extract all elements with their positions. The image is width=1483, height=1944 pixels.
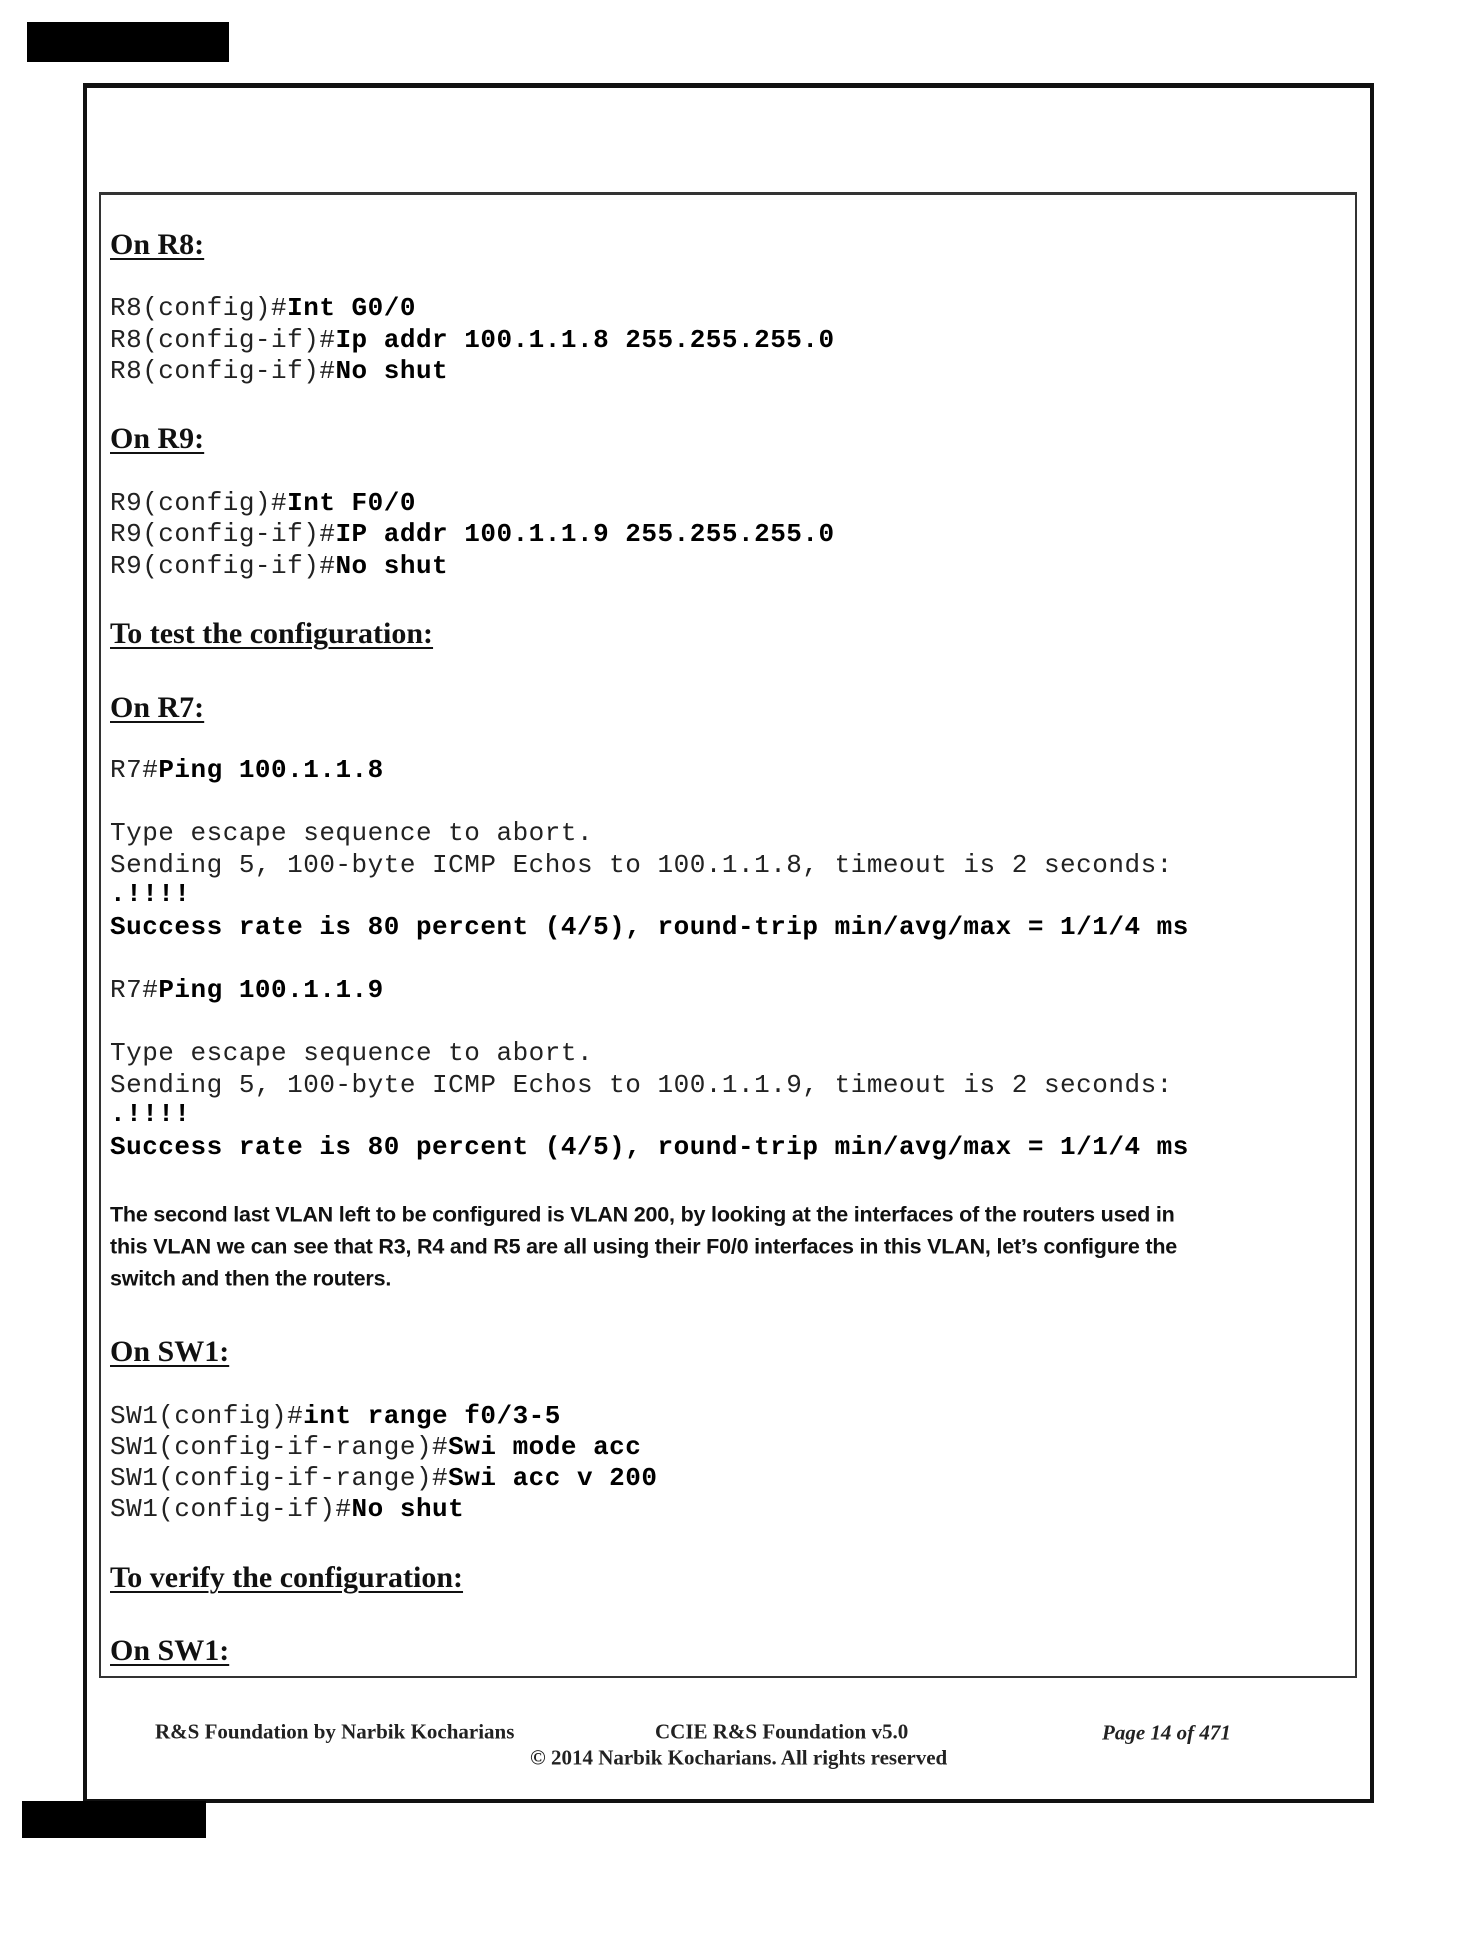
- cli-command: Ip addr 100.1.1.8 255.255.255.0: [335, 325, 835, 355]
- cli-prompt: SW1(config)#: [110, 1401, 304, 1431]
- section-heading: On SW1:: [110, 1634, 230, 1667]
- redaction-block-bottom: [22, 1801, 206, 1838]
- cli-line: [110, 818, 593, 848]
- cli-line: [110, 1432, 641, 1462]
- cli-line: [110, 850, 1173, 880]
- footer-center: CCIE R&S Foundation v5.0: [655, 1719, 909, 1744]
- paragraph-line: The second last VLAN left to be configured is VLAN 200, by looking at the interfaces of the routers used in: [110, 1202, 1175, 1227]
- cli-command: int range f0/3-5: [303, 1401, 561, 1431]
- cli-line: [110, 755, 384, 785]
- cli-prompt: Sending 5, 100-byte ICMP Echos to 100.1.1.8, timeout is 2 seconds:: [110, 850, 1173, 880]
- cli-prompt: R7#: [110, 975, 159, 1005]
- cli-command: No shut: [335, 356, 449, 386]
- cli-prompt: SW1(config-if-range)#: [110, 1463, 449, 1493]
- cli-command: Int G0/0: [287, 293, 416, 323]
- command-output-line: .!!!!: [110, 1099, 191, 1129]
- cli-line: [110, 1494, 464, 1524]
- cli-prompt: R8(config-if)#: [110, 325, 336, 355]
- section-heading: On R7:: [110, 691, 205, 724]
- cli-command: Ping 100.1.1.8: [158, 755, 384, 785]
- cli-line: [110, 1463, 658, 1493]
- section-heading: On R9:: [110, 422, 205, 455]
- paragraph-line: this VLAN we can see that R3, R4 and R5 are all using their F0/0 interfaces in this VLAN, let’s configure the: [110, 1234, 1178, 1259]
- footer-copyright: © 2014 Narbik Kocharians. All rights reserved: [530, 1745, 948, 1770]
- cli-line: [110, 356, 448, 386]
- section-heading: To test the configuration:: [110, 617, 434, 650]
- cli-command: Swi mode acc: [448, 1432, 642, 1462]
- footer-page-number: Page 14 of 471: [1102, 1720, 1231, 1745]
- footer-left: R&S Foundation by Narbik Kocharians: [155, 1719, 515, 1744]
- cli-prompt: R8(config)#: [110, 293, 288, 323]
- cli-line: [110, 1070, 1173, 1100]
- cli-line: [110, 293, 416, 323]
- section-heading: To verify the configuration:: [110, 1561, 464, 1594]
- section-heading: On SW1:: [110, 1335, 230, 1368]
- cli-line: [110, 488, 416, 518]
- cli-command: No shut: [335, 551, 449, 581]
- cli-line: [110, 1401, 561, 1431]
- cli-prompt: R8(config-if)#: [110, 356, 336, 386]
- cli-prompt: R9(config-if)#: [110, 519, 336, 549]
- section-heading: On R8:: [110, 228, 205, 261]
- command-output-line: .!!!!: [110, 879, 191, 909]
- redaction-block-top: [27, 22, 229, 62]
- cli-line: [110, 1038, 593, 1068]
- cli-command: Ping 100.1.1.9: [158, 975, 384, 1005]
- cli-prompt: Sending 5, 100-byte ICMP Echos to 100.1.1.9, timeout is 2 seconds:: [110, 1070, 1173, 1100]
- cli-command: Int F0/0: [287, 488, 416, 518]
- cli-command: Swi acc v 200: [448, 1463, 658, 1493]
- cli-line: [110, 551, 448, 581]
- command-output-line: Success rate is 80 percent (4/5), round-trip min/avg/max = 1/1/4 ms: [110, 912, 1189, 942]
- cli-prompt: R9(config)#: [110, 488, 288, 518]
- cli-prompt: SW1(config-if-range)#: [110, 1432, 449, 1462]
- cli-line: [110, 325, 835, 355]
- cli-command: No shut: [351, 1494, 465, 1524]
- cli-prompt: Type escape sequence to abort.: [110, 1038, 594, 1068]
- cli-command: IP addr 100.1.1.9 255.255.255.0: [335, 519, 835, 549]
- cli-prompt: R9(config-if)#: [110, 551, 336, 581]
- cli-line: [110, 519, 835, 549]
- cli-prompt: Type escape sequence to abort.: [110, 818, 594, 848]
- cli-prompt: SW1(config-if)#: [110, 1494, 352, 1524]
- cli-line: [110, 975, 384, 1005]
- cli-prompt: R7#: [110, 755, 159, 785]
- paragraph-line: switch and then the routers.: [110, 1266, 392, 1291]
- command-output-line: Success rate is 80 percent (4/5), round-trip min/avg/max = 1/1/4 ms: [110, 1132, 1189, 1162]
